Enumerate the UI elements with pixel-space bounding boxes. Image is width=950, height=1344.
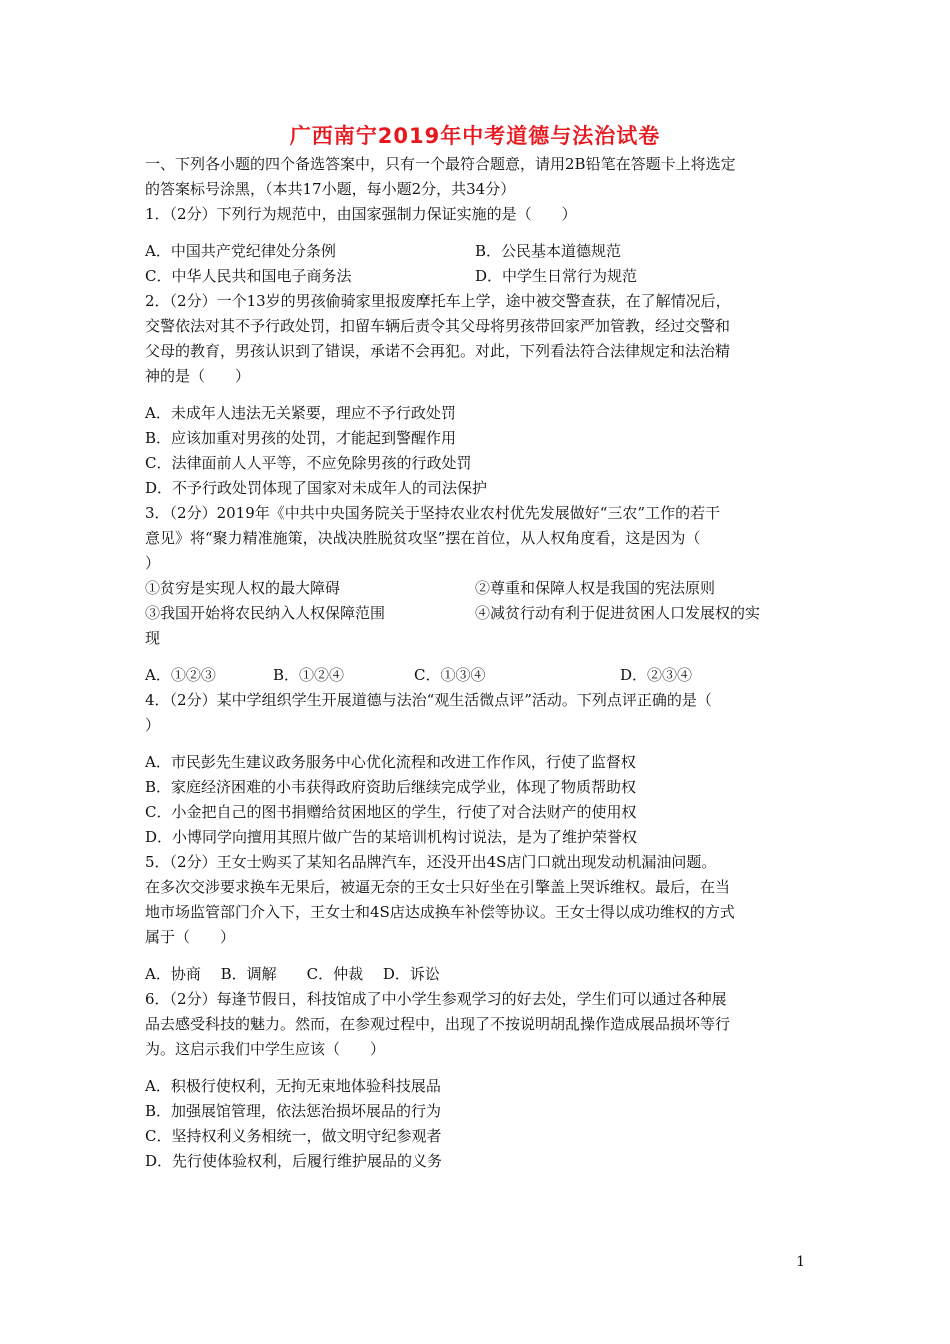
q3-option-d: D．②③④ <box>620 666 693 684</box>
q6-stem-line-2: 品去感受科技的魅力。然而，在参观过程中，出现了不按说明胡乱操作造成展品损坏等行 <box>145 1015 731 1033</box>
q1-options-row-1 <box>145 239 810 264</box>
q3-option-c: C．①③④ <box>414 666 486 684</box>
q4-option-c: C．小金把自己的图书捐赠给贫困地区的学生，行使了对合法财产的使用权 <box>145 803 637 821</box>
q6-stem-line-1: 6．（2分）每逢节假日，科技馆成了中小学生参观学习的好去处，学生们可以通过各种展 <box>145 990 727 1008</box>
q5-stem-line-4: 属于（ ） <box>145 928 236 946</box>
q2-stem-line-4: 神的是（ ） <box>145 367 251 385</box>
q4-option-b: B．家庭经济困难的小韦获得政府资助后继续完成学业，体现了物质帮助权 <box>145 778 637 796</box>
q1-options-row-2 <box>145 264 810 289</box>
q3-stem-line-3: ） <box>145 554 161 572</box>
q2-option-a: A．未成年人违法无关紧要，理应不予行政处罚 <box>145 404 456 422</box>
exam-body <box>145 152 810 1174</box>
q4-stem-line-2: ） <box>145 716 161 734</box>
page-number: 1 <box>796 1254 805 1270</box>
q3-stem-line-1: 3．（2分）2019年《中共中央国务院关于坚持农业农村优先发展做好“三农”工作的若干 <box>145 504 721 522</box>
q3-statement-1: ①贫穷是实现人权的最大障碍 <box>145 579 341 597</box>
q5-stem-line-3: 地市场监管部门介入下，王女士和4S店达成换车补偿等协议。王女士得以成功维权的方式 <box>145 903 735 921</box>
q3-options-row <box>145 663 810 688</box>
q2-stem-line-2: 交警依法对其不予行政处罚，扣留车辆后责令其父母将男孩带回家严加管教，经过交警和 <box>145 317 731 335</box>
q2-option-b: B．应该加重对男孩的处罚，才能起到警醒作用 <box>145 429 457 447</box>
q3-statement-2: ②尊重和保障人权是我国的宪法原则 <box>475 579 716 597</box>
q6-option-a: A．积极行使权利，无拘无束地体验科技展品 <box>145 1077 441 1095</box>
q4-option-a: A．市民彭先生建议政务服务中心优化流程和改进工作作风，行使了监督权 <box>145 753 636 771</box>
q2-option-c: C．法律面前人人平等，不应免除男孩的行政处罚 <box>145 454 472 472</box>
q3-statements-row-2 <box>145 601 810 626</box>
q6-option-c: C．坚持权利义务相统一，做文明守纪参观者 <box>145 1127 442 1145</box>
q6-option-d: D．先行使体验权利，后履行维护展品的义务 <box>145 1152 443 1170</box>
q3-statement-4-continued: 现 <box>145 629 161 647</box>
q2-option-d: D．不予行政处罚体现了国家对未成年人的司法保护 <box>145 479 488 497</box>
exam-title: 广西南宁2019年中考道德与法治试卷 <box>289 124 661 148</box>
q3-option-a: A．①②③ <box>145 666 216 684</box>
q3-statements-row-1 <box>145 576 810 601</box>
q1-option-d: D．中学生日常行为规范 <box>475 267 638 285</box>
q4-option-d: D．小博同学向擅用其照片做广告的某培训机构讨说法，是为了维护荣誉权 <box>145 828 638 846</box>
q3-option-b: B．①②④ <box>273 666 345 684</box>
q2-stem-line-3: 父母的教育，男孩认识到了错误，承诺不会再犯。对此，下列看法符合法律规定和法治精 <box>145 342 731 360</box>
q1-option-b: B．公民基本道德规范 <box>475 242 622 260</box>
q4-stem-line-1: 4．（2分）某中学组织学生开展道德与法治“观生活微点评”活动。下列点评正确的是（ <box>145 691 712 709</box>
q1-stem: 1．（2分）下列行为规范中，由国家强制力保证实施的是（ ） <box>145 205 577 223</box>
section-instruction-line-1: 一、下列各小题的四个备选答案中，只有一个最符合题意，请用2B铅笔在答题卡上将选定 <box>145 155 736 173</box>
q6-stem-line-3: 为。这启示我们中学生应该（ ） <box>145 1040 386 1058</box>
q2-stem-line-1: 2．（2分）一个13岁的男孩偷骑家里报废摩托车上学，途中被交警查获，在了解情况后， <box>145 292 731 310</box>
q3-statement-3: ③我国开始将农民纳入人权保障范围 <box>145 604 386 622</box>
q3-statement-4: ④减贫行动有利于促进贫困人口发展权的实 <box>475 604 761 622</box>
q5-options: A．协商 B．调解 C．仲裁 D．诉讼 <box>145 965 440 983</box>
q5-stem-line-2: 在多次交涉要求换车无果后，被逼无奈的王女士只好坐在引擎盖上哭诉维权。最后，在当 <box>145 878 731 896</box>
q3-stem-line-2: 意见》将“聚力精准施策，决战决胜脱贫攻坚”摆在首位，从人权角度看，这是因为（ <box>145 529 701 547</box>
q1-option-a: A．中国共产党纪律处分条例 <box>145 242 336 260</box>
q1-option-c: C．中华人民共和国电子商务法 <box>145 267 352 285</box>
section-instruction-line-2: 的答案标号涂黑，（本共17小题，每小题2分，共34分） <box>145 180 516 198</box>
q5-stem-line-1: 5．（2分）王女士购买了某知名品牌汽车，还没开出4S店门口就出现发动机漏油问题。 <box>145 853 717 871</box>
q6-option-b: B．加强展馆管理，依法惩治损坏展品的行为 <box>145 1102 442 1120</box>
